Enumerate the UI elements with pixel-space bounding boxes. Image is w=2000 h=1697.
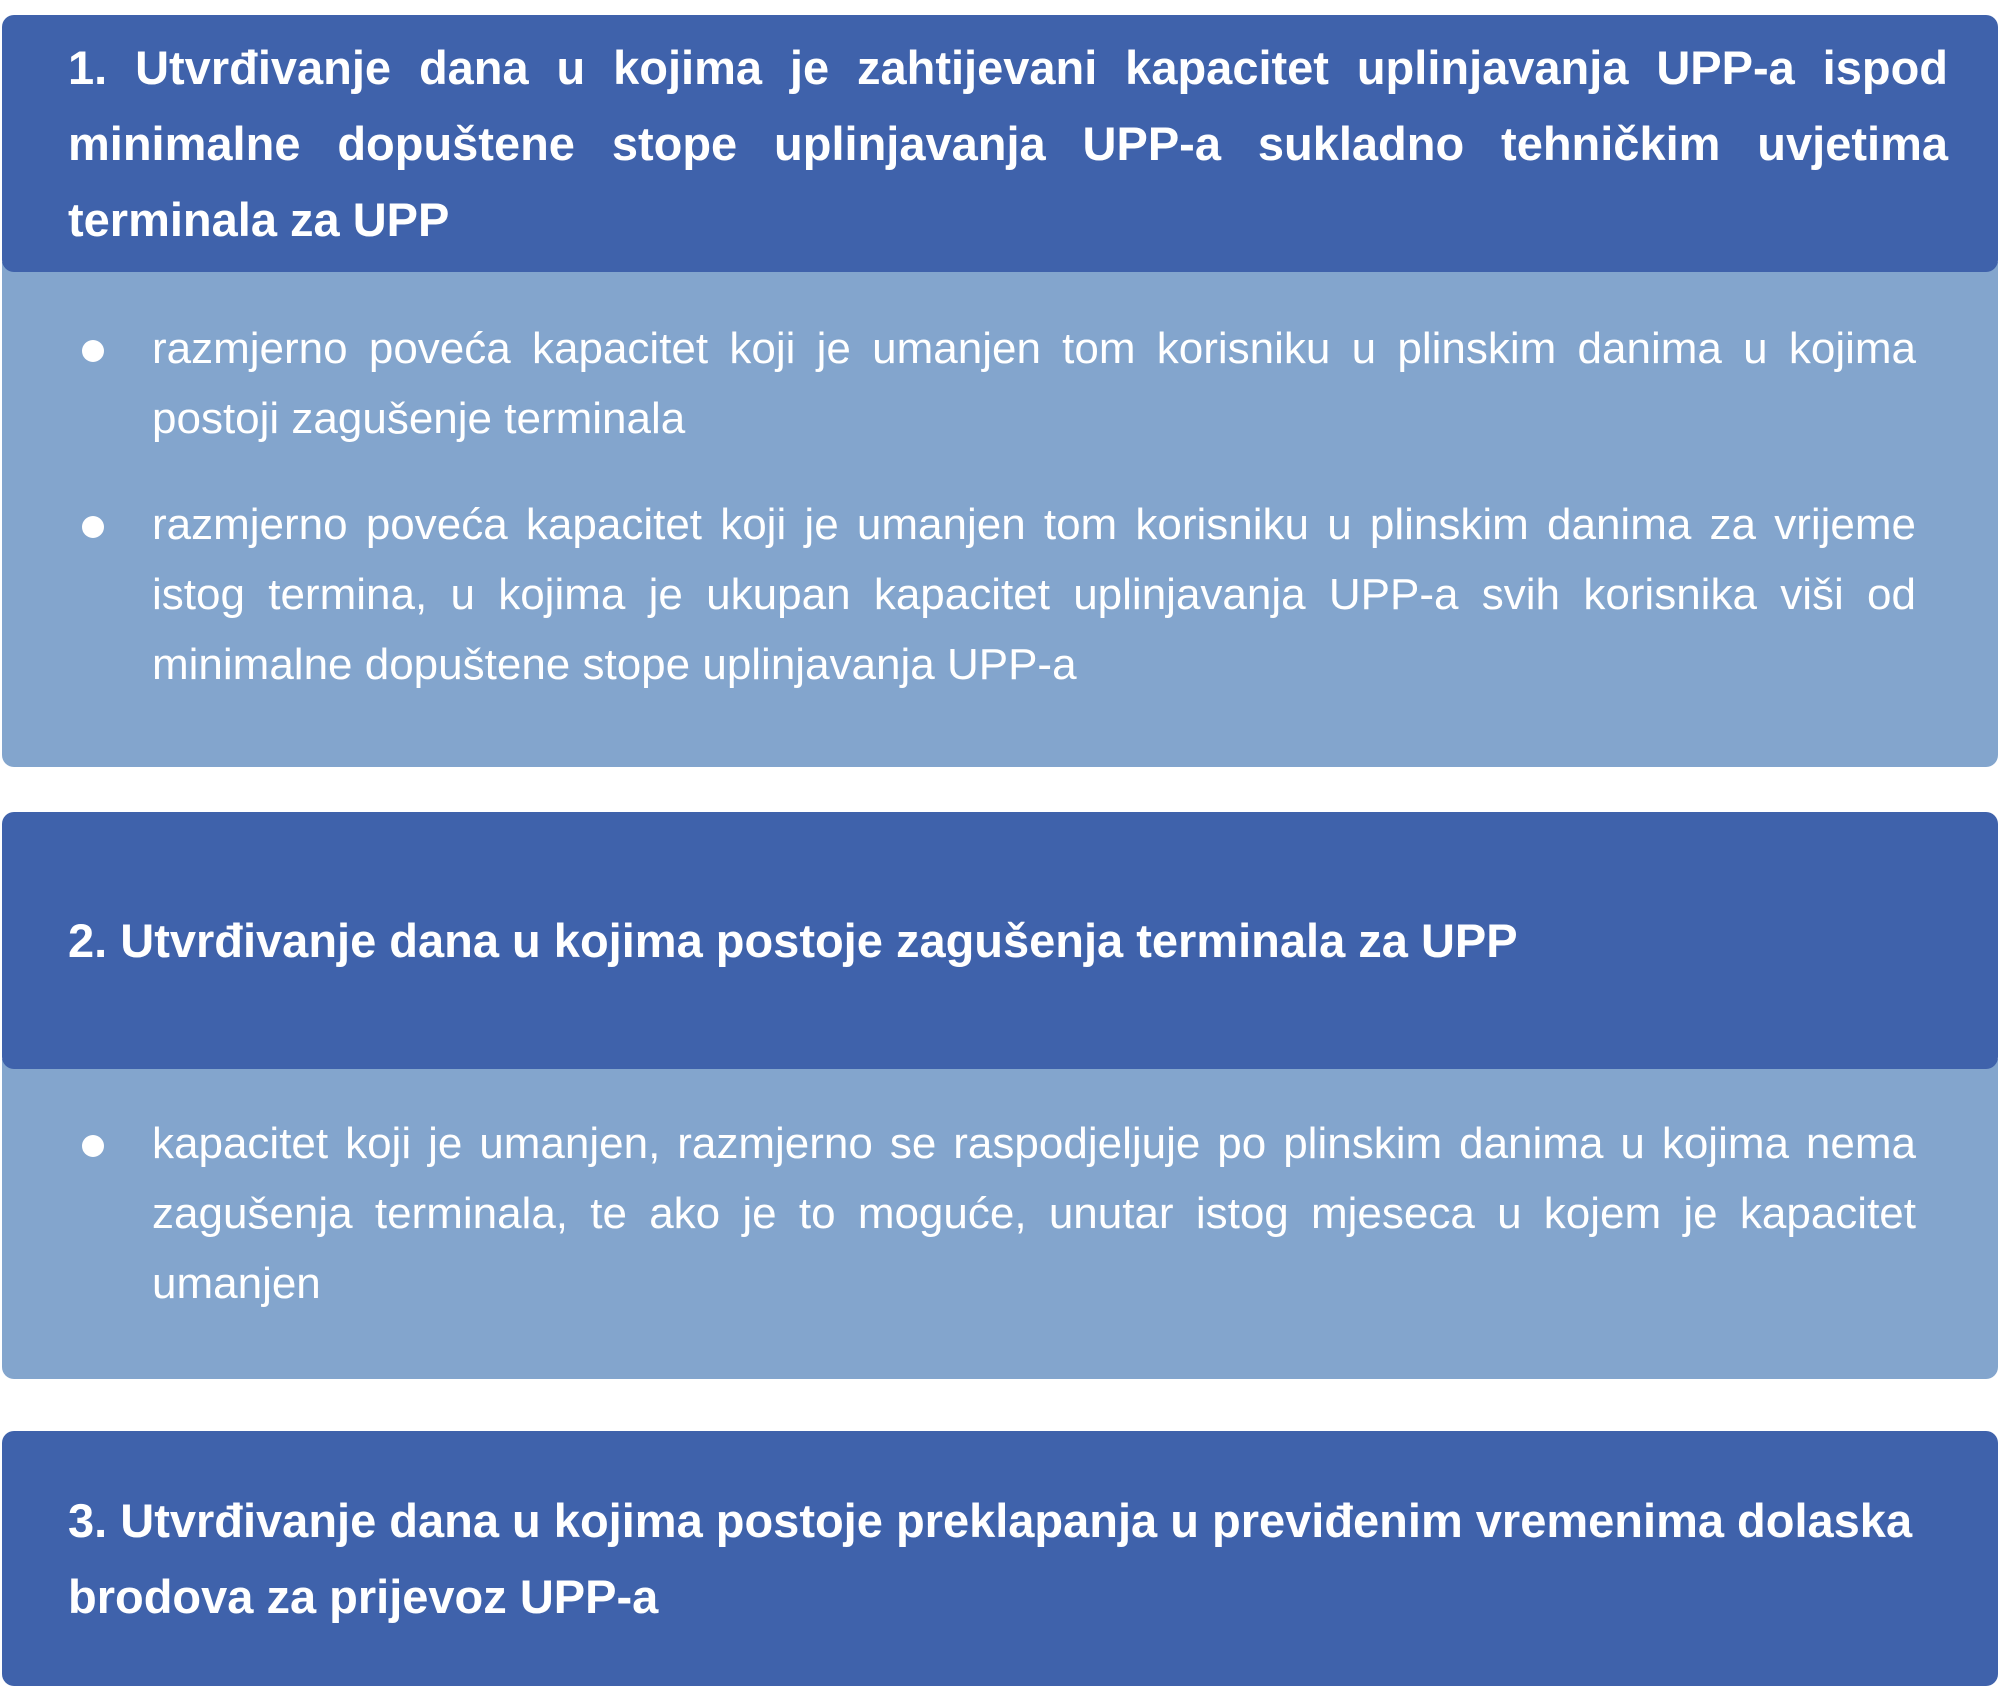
section-1-header (2, 15, 1998, 272)
section-2-bullet-item-1 (2, 1109, 1916, 1319)
section-1-body (2, 262, 1998, 767)
bullet-dot-icon (82, 340, 104, 362)
section-1-bullet-item-2 (2, 490, 1916, 700)
bullet-dot-icon (82, 1135, 104, 1157)
section-2-bullet-list (2, 1109, 1916, 1319)
section-2-header (2, 812, 1998, 1069)
section-2-bullet-text-1: kapacitet koji je umanjen, razmjerno se raspodjeljuje po plinskim danima u kojima nema zagušenja terminala, te ako je to moguće, unutar istog mjeseca u kojem je kapacitet umanjen (152, 1119, 1916, 1308)
section-1-bullet-text-1: razmjerno poveća kapacitet koji je umanjen tom korisniku u plinskim danima u kojima postoji zagušenje terminala (152, 324, 1916, 443)
section-1-title: 1. Utvrđivanje dana u kojima je zahtijevani kapacitet uplinjavanja UPP-a ispod minimalne dopuštene stope uplinjavanja UPP-a sukladno tehničkim uvjetima terminala za UPP (68, 40, 1948, 246)
section-1-bullet-list (2, 314, 1916, 700)
section-1-bullet-item-1 (2, 314, 1916, 454)
section-2-body (2, 1059, 1998, 1379)
section-3-title: 3. Utvrđivanje dana u kojima postoje preklapanja u previđenim vremenima dolaska brodova za prijevoz UPP-a (68, 1493, 1913, 1623)
section-1-bullet-text-2: razmjerno poveća kapacitet koji je umanjen tom korisniku u plinskim danima za vrijeme istog termina, u kojima je ukupan kapacitet uplinjavanja UPP-a svih korisnika viši od minimalne dopuštene stope uplinjavanja UPP-a (152, 500, 1916, 689)
section-2-title: 2. Utvrđivanje dana u kojima postoje zagušenja terminala za UPP (68, 913, 1518, 967)
bullet-dot-icon (82, 516, 104, 538)
section-3-header (2, 1431, 1998, 1686)
